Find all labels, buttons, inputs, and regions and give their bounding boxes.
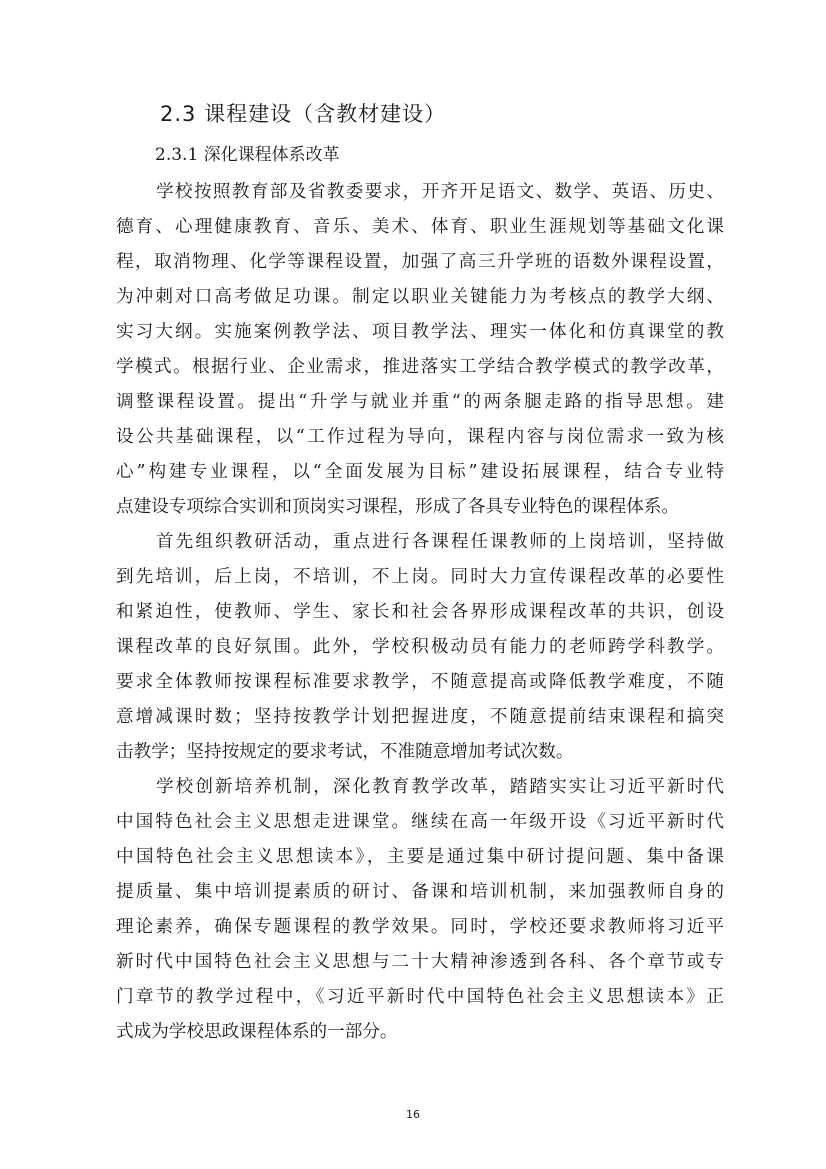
paragraph xyxy=(116,770,724,1050)
paragraph-line: 调整课程设置。提出“升学与就业并重“的两条腿走路的指导思想。建 xyxy=(116,392,724,412)
paragraph-line: 提质量、集中培训提素质的研讨、备课和培训机制，来加强教师自身的 xyxy=(116,882,724,902)
paragraph-line: 学校创新培养机制，深化教育教学改革，踏踏实实让习近平新时代 xyxy=(156,777,724,797)
paragraph-line: 中国特色社会主义思想读本》，主要是通过集中研讨提问题、集中备课 xyxy=(116,847,724,867)
paragraph-line: 击教学；坚持按规定的要求考试，不准随意增加考试次数。 xyxy=(116,742,574,762)
paragraph-line: 到先培训，后上岗，不培训，不上岗。同时大力宣传课程改革的必要性 xyxy=(116,567,724,587)
paragraph-line: 心”构建专业课程，以“全面发展为目标”建设拓展课程，结合专业特 xyxy=(116,462,724,482)
paragraph xyxy=(116,175,724,525)
paragraph-line: 门章节的教学过程中，《习近平新时代中国特色社会主义思想读本》正 xyxy=(116,987,724,1007)
paragraph-line: 首先组织教研活动，重点进行各课程任课教师的上岗培训，坚持做 xyxy=(156,532,724,552)
paragraph-line: 意增减课时数；坚持按教学计划把握进度，不随意提前结束课程和搞突 xyxy=(116,707,724,727)
paragraph-line: 理论素养，确保专题课程的教学效果。同时，学校还要求教师将习近平 xyxy=(116,917,724,937)
paragraph xyxy=(116,525,724,770)
paragraph-line: 新时代中国特色社会主义思想与二十大精神渗透到各科、各个章节或专 xyxy=(116,952,724,972)
paragraph-line: 式成为学校思政课程体系的一部分。 xyxy=(116,1022,398,1042)
paragraph-line: 学模式。根据行业、企业需求，推进落实工学结合教学模式的教学改革， xyxy=(116,357,724,377)
paragraph-line: 中国特色社会主义思想走进课堂。继续在高一年级开设《习近平新时代 xyxy=(116,812,724,832)
paragraph-line: 学校按照教育部及省教委要求，开齐开足语文、数学、英语、历史、 xyxy=(156,182,724,202)
paragraph-line: 实习大纲。实施案例教学法、项目教学法、理实一体化和仿真课堂的教 xyxy=(116,322,724,342)
paragraph-line: 为冲刺对口高考做足功课。制定以职业关键能力为考核点的教学大纲、 xyxy=(116,287,724,307)
paragraph-line: 要求全体教师按课程标准要求教学，不随意提高或降低教学难度，不随 xyxy=(116,672,724,692)
paragraph-line: 程，取消物理、化学等课程设置，加强了高三升学班的语数外课程设置， xyxy=(116,252,724,272)
paragraph-line: 课程改革的良好氛围。此外，学校积极动员有能力的老师跨学科教学。 xyxy=(116,637,724,657)
document-body xyxy=(116,175,724,1050)
paragraph-line: 设公共基础课程，以“工作过程为导向，课程内容与岗位需求一致为核 xyxy=(116,427,724,447)
paragraph-line: 点建设专项综合实训和顶岗实习课程，形成了各具专业特色的课程体系。 xyxy=(116,497,680,517)
page-number: 16 xyxy=(406,1108,420,1121)
subsection-title: 2.3.1 深化课程体系改革 xyxy=(155,145,340,165)
paragraph-line: 德育、心理健康教育、音乐、美术、体育、职业生涯规划等基础文化课 xyxy=(116,217,724,237)
section-title: 2.3 课程建设（含教材建设） xyxy=(160,102,447,126)
paragraph-line: 和紧迫性，使教师、学生、家长和社会各界形成课程改革的共识，创设 xyxy=(116,602,724,622)
